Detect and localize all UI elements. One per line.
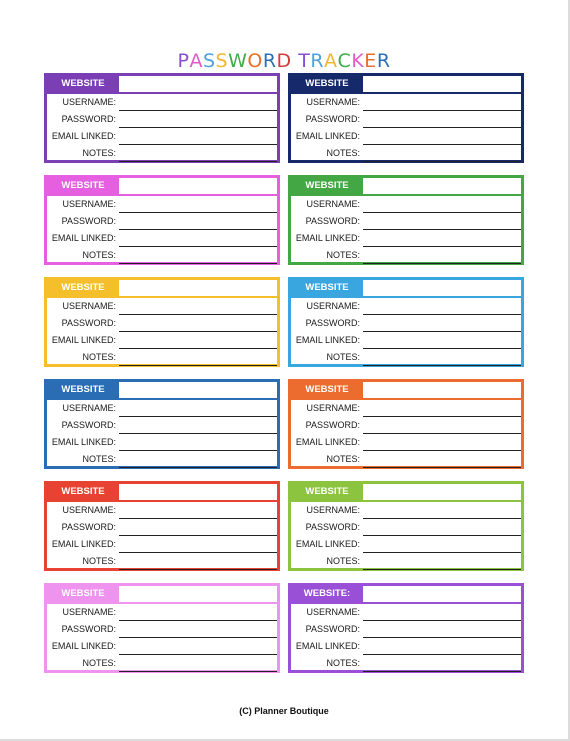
field-row: [291, 655, 521, 672]
field-label: PASSWORD:: [305, 216, 360, 226]
field-row: [291, 196, 521, 213]
field-row: [47, 553, 277, 570]
website-header: WEBSITE: [47, 484, 119, 500]
field-label: EMAIL LINKED:: [51, 437, 116, 447]
field-row: [47, 536, 277, 553]
field-label: EMAIL LINKED:: [51, 233, 116, 243]
copyright-footer: (C) Planner Boutique: [239, 706, 329, 716]
website-header: WEBSITE: [47, 280, 119, 296]
field-row: [47, 519, 277, 536]
website-field[interactable]: [119, 178, 277, 194]
field-row: [291, 349, 521, 366]
website-field[interactable]: [363, 178, 521, 194]
field-label: PASSWORD:: [61, 624, 116, 634]
field-label: EMAIL LINKED:: [51, 641, 116, 651]
title-letter: E: [364, 50, 377, 72]
field-row: [291, 451, 521, 468]
field-label: EMAIL LINKED:: [295, 539, 360, 549]
title-letter: K: [351, 50, 365, 72]
website-field[interactable]: [363, 382, 521, 398]
field-label: PASSWORD:: [305, 624, 360, 634]
password-card: [288, 379, 524, 469]
password-card: [288, 73, 524, 163]
field-row: [47, 434, 277, 451]
field-row: [291, 315, 521, 332]
field-row: [47, 400, 277, 417]
field-line[interactable]: [119, 365, 277, 366]
field-row: [47, 230, 277, 247]
field-row: [47, 247, 277, 264]
field-row: [291, 536, 521, 553]
field-label: EMAIL LINKED:: [51, 131, 116, 141]
field-row: [291, 94, 521, 111]
field-label: USERNAME:: [62, 403, 116, 413]
website-header: WEBSITE: [291, 484, 363, 500]
field-label: NOTES:: [82, 148, 116, 158]
field-label: PASSWORD:: [61, 114, 116, 124]
field-label: NOTES:: [326, 148, 360, 158]
field-label: NOTES:: [326, 454, 360, 464]
field-label: EMAIL LINKED:: [295, 641, 360, 651]
field-label: USERNAME:: [62, 505, 116, 515]
field-label: PASSWORD:: [305, 522, 360, 532]
field-label: USERNAME:: [306, 199, 360, 209]
field-label: USERNAME:: [62, 607, 116, 617]
field-row: [47, 417, 277, 434]
field-row: [47, 604, 277, 621]
field-label: USERNAME:: [306, 301, 360, 311]
field-label: EMAIL LINKED:: [295, 335, 360, 345]
field-row: [291, 434, 521, 451]
field-row: [47, 451, 277, 468]
field-row: [291, 502, 521, 519]
field-line[interactable]: [119, 263, 277, 264]
field-row: [47, 128, 277, 145]
field-row: [291, 247, 521, 264]
field-label: USERNAME:: [306, 505, 360, 515]
field-label: EMAIL LINKED:: [295, 131, 360, 141]
field-line[interactable]: [363, 569, 521, 570]
field-line[interactable]: [119, 467, 277, 468]
website-header: WEBSITE: [47, 178, 119, 194]
field-label: NOTES:: [82, 352, 116, 362]
website-header: WEBSITE: [291, 178, 363, 194]
password-card: [288, 583, 524, 673]
password-card: [44, 277, 280, 367]
title-letter: R: [262, 50, 277, 72]
password-card: [44, 73, 280, 163]
title-letter: R: [376, 50, 391, 72]
field-label: NOTES:: [82, 454, 116, 464]
title-letter: C: [337, 50, 352, 72]
field-row: [291, 519, 521, 536]
field-row: [291, 145, 521, 162]
field-label: PASSWORD:: [61, 318, 116, 328]
field-row: [291, 213, 521, 230]
website-field[interactable]: [363, 280, 521, 296]
field-row: [47, 298, 277, 315]
password-card: [44, 583, 280, 673]
field-label: PASSWORD:: [61, 522, 116, 532]
website-header: WEBSITE: [291, 382, 363, 398]
website-header: WEBSITE:: [291, 586, 363, 602]
field-row: [47, 145, 277, 162]
field-row: [291, 417, 521, 434]
field-label: NOTES:: [82, 556, 116, 566]
title-letter: A: [189, 50, 203, 72]
password-card: [288, 175, 524, 265]
website-field[interactable]: [363, 484, 521, 500]
field-label: NOTES:: [82, 658, 116, 668]
website-header: WEBSITE: [47, 76, 119, 92]
field-row: [291, 621, 521, 638]
field-label: EMAIL LINKED:: [295, 233, 360, 243]
title-letter: A: [324, 50, 338, 72]
field-label: PASSWORD:: [305, 420, 360, 430]
password-card: [44, 481, 280, 571]
website-header: WEBSITE: [291, 76, 363, 92]
field-line[interactable]: [363, 467, 521, 468]
field-label: NOTES:: [326, 352, 360, 362]
website-field[interactable]: [119, 484, 277, 500]
field-label: NOTES:: [326, 556, 360, 566]
field-row: [291, 604, 521, 621]
field-row: [47, 502, 277, 519]
website-field[interactable]: [363, 586, 521, 602]
password-card: [288, 277, 524, 367]
title-letter: S: [215, 50, 229, 72]
field-row: [291, 553, 521, 570]
website-field[interactable]: [119, 76, 277, 92]
password-card: [44, 175, 280, 265]
field-row: [47, 638, 277, 655]
title-letter: O: [247, 50, 263, 72]
field-row: [47, 621, 277, 638]
title-letter: T: [298, 50, 311, 72]
website-field[interactable]: [119, 280, 277, 296]
field-row: [291, 298, 521, 315]
field-label: NOTES:: [326, 658, 360, 668]
field-row: [47, 213, 277, 230]
field-row: [291, 638, 521, 655]
field-line[interactable]: [363, 365, 521, 366]
title-letter: W: [228, 50, 248, 72]
field-row: [291, 230, 521, 247]
website-field[interactable]: [119, 586, 277, 602]
website-field[interactable]: [119, 382, 277, 398]
title-letter: P: [177, 50, 190, 72]
field-row: [291, 332, 521, 349]
field-line[interactable]: [119, 569, 277, 570]
field-label: PASSWORD:: [61, 216, 116, 226]
field-label: USERNAME:: [62, 97, 116, 107]
field-row: [291, 128, 521, 145]
field-label: USERNAME:: [62, 301, 116, 311]
title-letter: S: [202, 50, 216, 72]
field-row: [291, 400, 521, 417]
field-row: [47, 655, 277, 672]
field-label: USERNAME:: [306, 403, 360, 413]
field-label: EMAIL LINKED:: [51, 335, 116, 345]
field-label: USERNAME:: [306, 607, 360, 617]
field-row: [47, 349, 277, 366]
field-label: USERNAME:: [306, 97, 360, 107]
page-title: [0, 50, 568, 72]
field-line[interactable]: [363, 161, 521, 162]
website-header: WEBSITE: [47, 382, 119, 398]
password-card: [288, 481, 524, 571]
field-row: [47, 315, 277, 332]
field-label: EMAIL LINKED:: [295, 437, 360, 447]
field-line[interactable]: [119, 671, 277, 672]
title-letter: R: [310, 50, 325, 72]
field-row: [47, 94, 277, 111]
field-label: NOTES:: [326, 250, 360, 260]
website-header: WEBSITE: [47, 586, 119, 602]
title-letter: D: [276, 50, 292, 72]
website-header: WEBSITE: [291, 280, 363, 296]
field-row: [47, 332, 277, 349]
field-label: NOTES:: [82, 250, 116, 260]
field-label: PASSWORD:: [61, 420, 116, 430]
website-field[interactable]: [363, 76, 521, 92]
field-label: USERNAME:: [62, 199, 116, 209]
field-row: [47, 196, 277, 213]
field-line[interactable]: [363, 671, 521, 672]
field-label: PASSWORD:: [305, 114, 360, 124]
field-row: [47, 111, 277, 128]
field-label: PASSWORD:: [305, 318, 360, 328]
field-line[interactable]: [363, 263, 521, 264]
field-row: [291, 111, 521, 128]
field-line[interactable]: [119, 161, 277, 162]
password-card: [44, 379, 280, 469]
field-label: EMAIL LINKED:: [51, 539, 116, 549]
